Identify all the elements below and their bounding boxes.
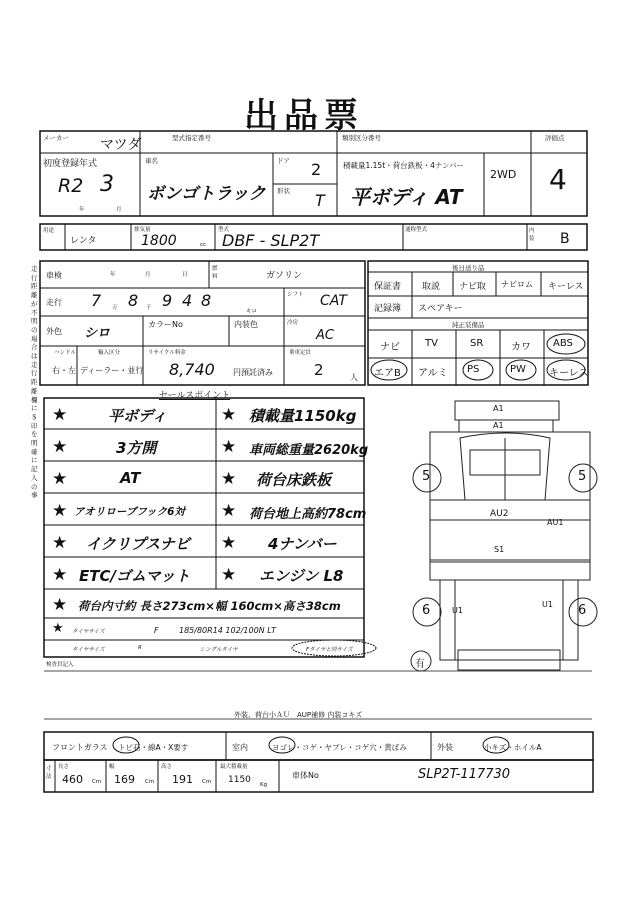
- first-reg-year: 3: [100, 172, 114, 197]
- tire-rear: R: [138, 645, 142, 651]
- mileage-man: 万: [112, 305, 118, 311]
- tire-front: F: [154, 626, 159, 635]
- usage-value: レンタ: [70, 236, 97, 246]
- year-unit: 年: [79, 207, 85, 213]
- mark-au1: AU1: [547, 518, 564, 527]
- mileage-digit-3: 9: [162, 291, 173, 310]
- room-label: 室内: [232, 743, 248, 752]
- month-unit: 月: [116, 207, 122, 213]
- star-icon: ★: [52, 595, 68, 615]
- tire-front-value: 185/80R14 102/100N LT: [179, 626, 276, 635]
- star-icon: ★: [221, 565, 237, 585]
- tire-label: タイヤサイズ: [72, 629, 105, 635]
- handle-value: 右・左: [52, 366, 76, 375]
- interior-value: B: [560, 231, 570, 247]
- mileage-digit-1: 7: [91, 291, 102, 310]
- mileage-digit-5: 8: [201, 291, 212, 310]
- displacement-label: 排気量: [134, 227, 151, 233]
- inspection-day: 日: [182, 272, 188, 278]
- sales-left-4: アオリローブフック6対: [74, 506, 185, 518]
- width-unit: Cm: [145, 779, 155, 785]
- import-label: 輸入区分: [98, 350, 121, 356]
- body-type-value: T: [315, 191, 325, 210]
- car-name-label: 車名: [145, 157, 158, 165]
- sales-right-2: 車両総重量2620kg: [249, 443, 369, 458]
- shift-value: CAT: [320, 293, 347, 309]
- maker-value: マツダ: [100, 137, 142, 153]
- usage-label: 用途: [43, 228, 55, 234]
- fuel-label: 燃料: [212, 266, 218, 280]
- equip-item-2: TV: [425, 338, 438, 349]
- displacement-unit: cc: [200, 242, 207, 248]
- dim-label: 寸法: [46, 766, 52, 780]
- recycle-value: 8,740: [169, 360, 215, 379]
- maxload-label: 最大積載量: [220, 764, 248, 770]
- import-value: ディーラー・並行: [80, 366, 144, 375]
- color-no-label: カラーNo: [148, 320, 183, 329]
- model-label: 型式: [218, 227, 230, 233]
- mileage-label: 走行: [46, 298, 62, 307]
- star-icon: ★: [52, 437, 68, 457]
- maxload-unit: Kg: [260, 782, 268, 788]
- ext-color-label: 外色: [46, 327, 62, 336]
- sales-bed: 荷台内寸約 長さ273cm×幅 160cm×高さ38cm: [78, 599, 341, 613]
- later-item-1: 保証書: [374, 282, 402, 292]
- score-value: 4: [549, 163, 567, 196]
- mileage-digit-2: 8: [128, 291, 139, 310]
- model-value: DBF - SLP2T: [222, 231, 320, 250]
- truck-diagram: [411, 401, 597, 671]
- mark-yu: 有: [415, 659, 425, 670]
- later-item-3: ナビ取: [459, 282, 487, 292]
- later-row2-value: スペアキー: [418, 304, 463, 314]
- star-icon: ★: [221, 437, 237, 457]
- maxload-value: 1150: [228, 775, 251, 785]
- mileage-digit-4: 4: [182, 291, 193, 310]
- mark-s1: S1: [494, 545, 505, 554]
- remark: 外装、荷台小ＡＵ AUP補修 内装コキズ: [234, 711, 363, 719]
- mark-u1b: U1: [542, 600, 553, 609]
- inspection-label: 車検: [46, 271, 62, 280]
- sales-left-3: AT: [120, 469, 141, 487]
- vin-value: SLP2T-117730: [418, 767, 511, 782]
- length-label: 長さ: [58, 764, 70, 770]
- room-value: ヨゴレ・コゲ・ヤブレ・コゲ穴・黄ばみ: [272, 743, 407, 752]
- star-icon: ★: [52, 621, 64, 636]
- later-header: 後日送り品: [452, 264, 485, 272]
- ext-value: 小キズ・ホイルA: [484, 743, 542, 752]
- first-reg-era: R2: [58, 175, 84, 197]
- sales-left-5: イクリプスナビ: [86, 535, 190, 553]
- glass-label: フロントガラス: [52, 743, 108, 752]
- star-icon: ★: [52, 501, 68, 521]
- class-label: 類別区分番号: [342, 134, 381, 142]
- capacity-label: 乗車定員: [289, 350, 312, 356]
- equip-item-5: ABS: [553, 338, 573, 349]
- side-note: 走行距離が不明の場合は走行距離欄に ＄ 印を明確に記入の事: [31, 265, 38, 500]
- shift-label: シフト: [287, 292, 304, 298]
- equip-item-3: SR: [470, 338, 484, 349]
- length-value: 460: [62, 773, 83, 786]
- height-value: 191: [172, 773, 193, 786]
- vin-label: 車体No: [292, 771, 319, 780]
- later-item-4: ナビロム: [501, 280, 533, 289]
- capacity-unit: 人: [350, 373, 358, 382]
- star-icon: ★: [221, 533, 237, 553]
- star-icon: ★: [52, 565, 68, 585]
- sales-right-1: 積載量1150kg: [249, 407, 357, 425]
- equip-header: 純正装備品: [452, 321, 485, 329]
- common-model-label: 通称型式: [405, 227, 428, 233]
- grade-value: 平ボディ AT: [350, 185, 463, 209]
- glass-value: トビ石・線A・X要す: [118, 743, 189, 752]
- star-icon: ★: [52, 405, 68, 425]
- length-unit: Cm: [92, 779, 102, 785]
- height-unit: Cm: [202, 779, 212, 785]
- mark-t5a: 5: [422, 469, 431, 484]
- mark-t5b: 5: [578, 469, 587, 484]
- tire-note: Fタイヤと同サイズ: [306, 647, 353, 653]
- mileage-sen: 千: [146, 305, 152, 311]
- later-item-5: キーレス: [548, 282, 584, 292]
- body-type-label: 形状: [277, 187, 290, 195]
- star-icon: ★: [221, 469, 237, 489]
- drive-value: 2WD: [490, 168, 517, 181]
- fuel-value: ガソリン: [266, 271, 303, 281]
- ext-color-value: シロ: [84, 326, 111, 341]
- star-icon: ★: [221, 501, 237, 521]
- ext-label: 外装: [437, 743, 453, 752]
- equip-item-10: キーレス: [549, 368, 589, 379]
- page-title: 出品票: [244, 96, 364, 136]
- handle-label: ハンドル: [54, 350, 77, 356]
- width-label: 幅: [109, 764, 115, 770]
- car-name-value: ボンゴトラック: [147, 184, 266, 204]
- tire-rear-value: シングルタイヤ: [200, 647, 238, 653]
- interior-label: 内装: [529, 228, 535, 242]
- sales-left-1: 平ボディ: [108, 407, 167, 425]
- sales-right-3: 荷台床鉄板: [256, 471, 332, 489]
- mileage-km: キロ: [246, 309, 258, 315]
- equip-item-4: カワ: [511, 342, 531, 353]
- recycle-note: 円預託済み: [233, 368, 273, 377]
- recycle-label: リサイクル料金: [148, 350, 186, 356]
- inspection-year: 年: [110, 272, 116, 278]
- int-color-label: 内装色: [234, 320, 258, 329]
- sales-left-6: ETC/ゴムマット: [79, 567, 191, 585]
- maker-label: メーカー: [43, 134, 69, 142]
- height-label: 高さ: [161, 764, 173, 770]
- sales-right-4: 荷台地上高約78cm: [249, 507, 367, 522]
- mark-a1: A1: [493, 404, 504, 413]
- spec-note: 積載量1.15t・荷台鉄板・4ナンバー: [343, 161, 465, 170]
- tire-label-rear: タイヤサイズ: [72, 647, 105, 653]
- equip-item-9: PW: [510, 364, 526, 375]
- equip-item-6: エアB: [374, 368, 401, 379]
- displacement-value: 1800: [141, 233, 177, 249]
- sales-left-2: 3方開: [116, 439, 157, 457]
- star-icon: ★: [52, 469, 68, 489]
- sales-right-6: エンジン L8: [259, 567, 344, 585]
- mark-au2: AU2: [490, 509, 509, 519]
- mark-t6b: 6: [578, 603, 587, 618]
- inspector-label: 検査員記入: [46, 662, 74, 668]
- capacity-value: 2: [314, 361, 324, 379]
- sales-right-5: 4ナンバー: [268, 535, 337, 553]
- aircon-label: 冷房: [287, 320, 299, 326]
- sales-header: セールスポイント: [159, 391, 231, 401]
- doors-label: ドア: [277, 157, 290, 165]
- later-item-2: 取説: [422, 282, 441, 292]
- equip-item-8: PS: [467, 364, 480, 375]
- equip-item-7: アルミ: [418, 368, 448, 379]
- width-value: 169: [114, 773, 135, 786]
- mark-a1b: A1: [493, 421, 504, 430]
- aircon-value: AC: [316, 328, 334, 343]
- mark-t6a: 6: [422, 603, 431, 618]
- mark-u1: U1: [452, 606, 463, 615]
- star-icon: ★: [221, 405, 237, 425]
- inspection-month: 月: [145, 272, 151, 278]
- equip-item-1: ナビ: [380, 342, 400, 353]
- first-reg-label: 初度登録年式: [43, 159, 98, 169]
- type-label: 型式指定番号: [172, 134, 211, 142]
- score-label: 評価点: [545, 134, 565, 142]
- later-row2-label: 記録簿: [374, 304, 402, 314]
- star-icon: ★: [52, 533, 68, 553]
- doors-value: 2: [311, 160, 322, 179]
